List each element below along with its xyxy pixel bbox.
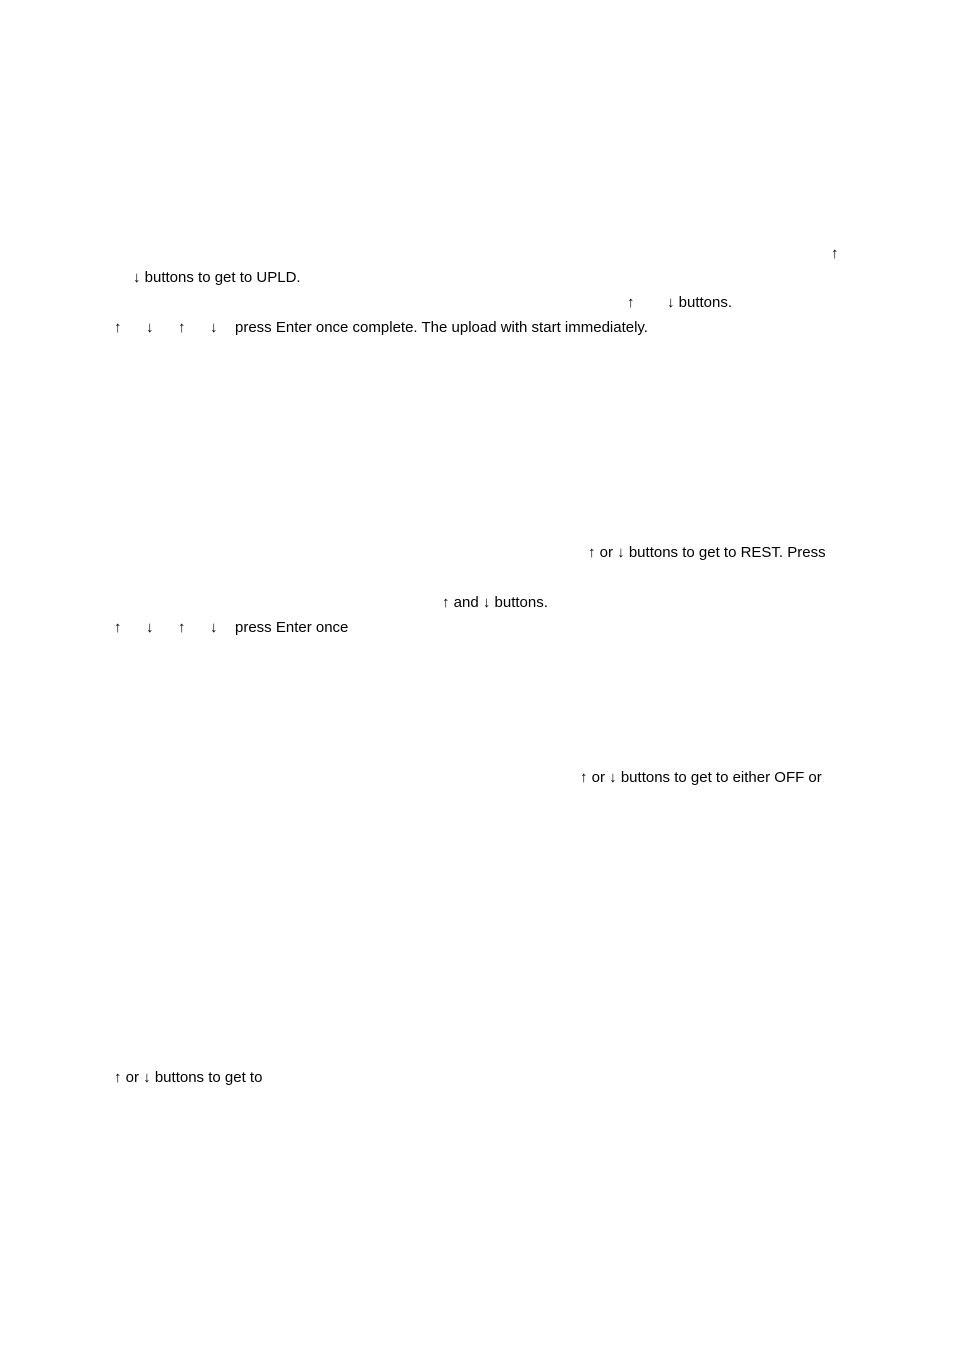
reset-instruction-line: ↑ or ↓ buttons to get to REST. Press	[588, 544, 826, 561]
upload-seq-up-1: ↑	[114, 319, 122, 336]
upload-up-arrow: ↑	[831, 245, 839, 262]
upload-seq-up-2: ↑	[178, 319, 186, 336]
reset-seq-up-2: ↑	[178, 619, 186, 636]
reset-seq-up-1: ↑	[114, 619, 122, 636]
final-instruction-line: ↑ or ↓ buttons to get to	[114, 1069, 263, 1086]
reset-seq-down-1: ↓	[146, 619, 154, 636]
upload-seq-down-2: ↓	[210, 319, 218, 336]
upload-instruction-line: ↓ buttons to get to UPLD.	[133, 269, 301, 286]
mode-instruction-line: ↑ or ↓ buttons to get to either OFF or	[580, 769, 822, 786]
reset-enter-text: press Enter once	[235, 619, 349, 636]
reset-seq-down-2: ↓	[210, 619, 218, 636]
upload-complete-text: press Enter once complete. The upload with start immediately.	[235, 319, 648, 336]
reset-buttons-text: ↑ and ↓ buttons.	[442, 594, 548, 611]
upload-seq-down-1: ↓	[146, 319, 154, 336]
upload-buttons-text: ↓ buttons.	[667, 294, 733, 311]
upload-up-arrow-2: ↑	[627, 294, 635, 311]
